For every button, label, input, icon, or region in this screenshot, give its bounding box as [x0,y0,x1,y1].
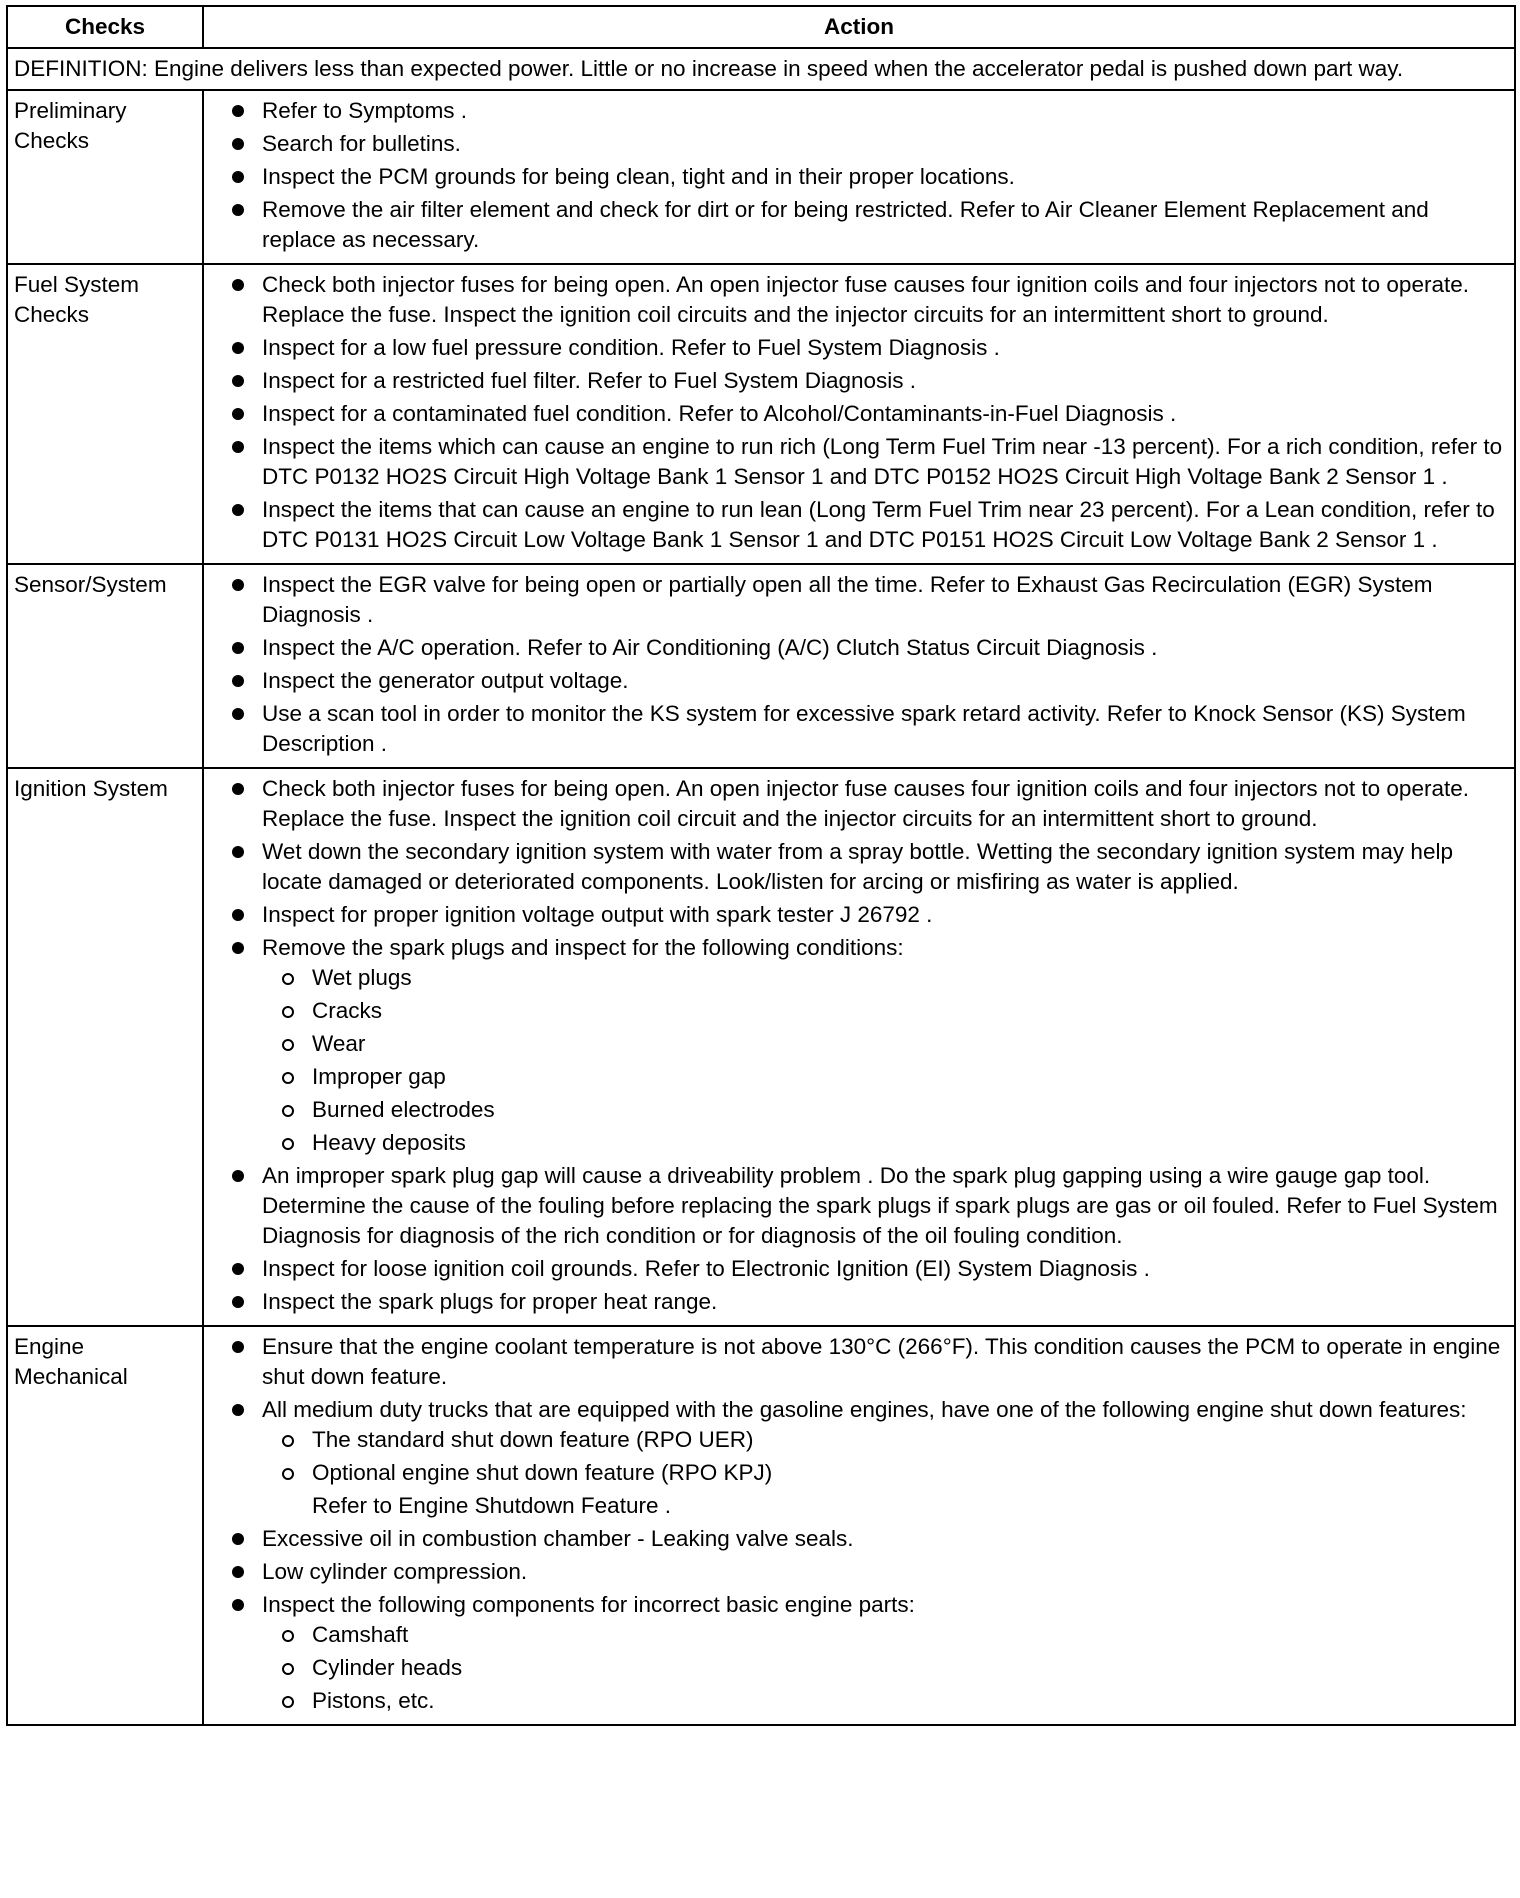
action-cell [203,90,1515,264]
document-page [6,5,1514,1726]
table-row [7,1326,1515,1725]
action-item [230,195,1506,255]
action-item-text: Low cylinder compression. [262,1559,528,1584]
action-item-text: Inspect the items which can cause an engine to run rich (Long Term Fuel Trim near -13 percent). For a rich condition, refer to DTC P0132 HO2S Circuit High Voltage Bank 1 Sensor 1 and DTC P0152 HO2S Circuit High Voltage Bank 2 Sensor 1 . [262,434,1503,489]
action-item [230,1332,1506,1392]
action-item-text: Inspect for a restricted fuel filter. Refer to Fuel System Diagnosis . [262,368,917,393]
action-cell [203,564,1515,768]
action-item [230,1590,1506,1716]
action-item [230,162,1506,192]
action-item-text: Ensure that the engine coolant temperature is not above 130°C (266°F). This condition causes the PCM to operate in engine shut down feature. [262,1334,1501,1389]
action-item [230,129,1506,159]
action-item [230,399,1506,429]
table-row [7,264,1515,564]
action-item [230,933,1506,1158]
action-list [210,1332,1506,1716]
action-item-text: Search for bulletins. [262,131,461,156]
sub-item: The standard shut down feature (RPO UER) [280,1425,1506,1455]
action-item-text: Inspect for loose ignition coil grounds. Refer to Electronic Ignition (EI) System Diagnosis . [262,1256,1150,1281]
action-item-text: Inspect the PCM grounds for being clean, tight and in their proper locations. [262,164,1015,189]
sub-note: Refer to Engine Shutdown Feature . [312,1493,671,1518]
action-item-text: Use a scan tool in order to monitor the KS system for excessive spark retard activity. Refer to Knock Sensor (KS) System Description . [262,701,1466,756]
action-item-text: Inspect the spark plugs for proper heat range. [262,1289,718,1314]
action-cell [203,768,1515,1326]
action-item-text: Inspect the A/C operation. Refer to Air Conditioning (A/C) Clutch Status Circuit Diagnosis . [262,635,1158,660]
action-item [230,1557,1506,1587]
action-item-text: Inspect the following components for incorrect basic engine parts: [262,1592,915,1617]
action-list [210,570,1506,759]
action-item [230,837,1506,897]
action-item-text: Inspect for proper ignition voltage output with spark tester J 26792 . [262,902,933,927]
action-item [230,366,1506,396]
sub-item: Cracks [280,996,1506,1026]
action-item-text: Inspect the items that can cause an engine to run lean (Long Term Fuel Trim near 23 percent). For a Lean condition, refer to DTC P0131 HO2S Circuit Low Voltage Bank 1 Sensor 1 and DTC P0151 HO2S Circuit Low Voltage Bank 2 Sensor 1 . [262,497,1495,552]
action-item [230,1161,1506,1251]
action-cell [203,1326,1515,1725]
action-item-text: Inspect for a low fuel pressure condition. Refer to Fuel System Diagnosis . [262,335,1000,360]
check-category: Engine Mechanical [7,1326,203,1725]
action-item [230,1254,1506,1284]
action-item-text: Check both injector fuses for being open. An open injector fuse causes four ignition coils and four injectors not to operate. Replace the fuse. Inspect the ignition coil circuits and the injector circuits for an intermittent short to ground. [262,272,1469,327]
action-header: Action [203,6,1515,48]
action-item [230,900,1506,930]
check-category: Sensor/System [7,564,203,768]
definition-row [7,48,1515,90]
action-item [230,495,1506,555]
action-item [230,333,1506,363]
action-item [230,666,1506,696]
table-row [7,564,1515,768]
action-item [230,774,1506,834]
action-item-text: Remove the spark plugs and inspect for the following conditions: [262,935,904,960]
action-item-text: Check both injector fuses for being open. An open injector fuse causes four ignition coils and four injectors not to operate. Replace the fuse. Inspect the ignition coil circuit and the injector circuits for an intermittent short to ground. [262,776,1469,831]
action-list [210,774,1506,1317]
sub-item: Burned electrodes [280,1095,1506,1125]
checks-header: Checks [7,6,203,48]
sub-item: Heavy deposits [280,1128,1506,1158]
check-category: Ignition System [7,768,203,1326]
sub-list [262,963,1506,1158]
action-item-text: Inspect the generator output voltage. [262,668,629,693]
sub-item: Improper gap [280,1062,1506,1092]
action-item-text: Refer to Symptoms . [262,98,468,123]
action-item [230,432,1506,492]
action-item-text: Excessive oil in combustion chamber - Leaking valve seals. [262,1526,854,1551]
action-item-text: All medium duty trucks that are equipped with the gasoline engines, have one of the following engine shut down features: [262,1397,1467,1422]
sub-item: Pistons, etc. [280,1686,1506,1716]
action-item [230,1395,1506,1521]
sub-item: Wear [280,1029,1506,1059]
header-row [7,6,1515,48]
action-item-text: Inspect for a contaminated fuel condition. Refer to Alcohol/Contaminants-in-Fuel Diagnosis . [262,401,1177,426]
action-item-text: Inspect the EGR valve for being open or partially open all the time. Refer to Exhaust Gas Recirculation (EGR) System Diagnosis . [262,572,1433,627]
action-cell [203,264,1515,564]
action-item [230,1287,1506,1317]
action-item [230,270,1506,330]
action-item [230,699,1506,759]
sub-list [262,1620,1506,1716]
action-item-text: Wet down the secondary ignition system with water from a spray bottle. Wetting the secondary ignition system may help locate damaged or deteriorated components. Look/listen for arcing or misfiring as water is applied. [262,839,1453,894]
sub-item: Camshaft [280,1620,1506,1650]
check-category: Fuel System Checks [7,264,203,564]
sub-item: Wet plugs [280,963,1506,993]
action-list [210,96,1506,255]
table-row [7,90,1515,264]
sub-item: Cylinder heads [280,1653,1506,1683]
action-item [230,96,1506,126]
sub-item: Optional engine shut down feature (RPO KPJ) [280,1458,1506,1488]
sub-list [262,1425,1506,1488]
definition-text: DEFINITION: Engine delivers less than expected power. Little or no increase in speed when the accelerator pedal is pushed down part way. [7,48,1515,90]
action-item-text: Remove the air filter element and check for dirt or for being restricted. Refer to Air Cleaner Element Replacement and replace as necessary. [262,197,1429,252]
action-list [210,270,1506,555]
action-item [230,570,1506,630]
table-row [7,768,1515,1326]
check-category: Preliminary Checks [7,90,203,264]
action-item [230,633,1506,663]
action-item [230,1524,1506,1554]
diagnostic-table [6,5,1516,1726]
action-item-text: An improper spark plug gap will cause a driveability problem . Do the spark plug gapping using a wire gauge gap tool. Determine the cause of the fouling before replacing the spark plugs if spark plugs are gas or oil fouled. Refer to Fuel System Diagnosis for diagnosis of the rich condition or for diagnosis of the oil fouling condition. [262,1163,1498,1248]
